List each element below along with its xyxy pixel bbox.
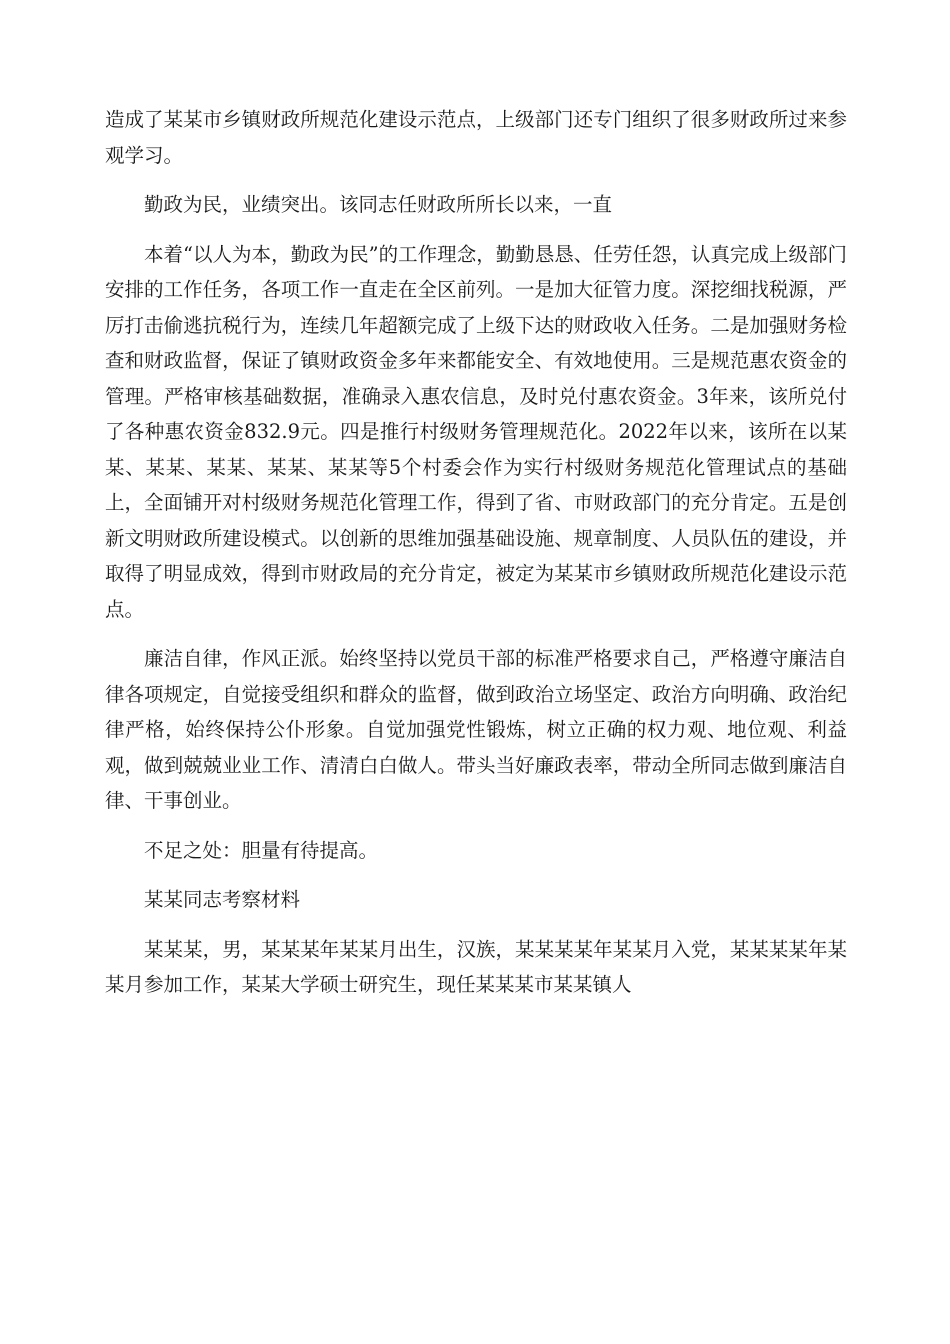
paragraph-shortcomings: 不足之处：胆量有待提高。: [144, 838, 379, 862]
paragraph-continuation: 造成了某某市乡镇财政所规范化建设示范点，上级部门还专门组织了很多财政所过来参观学习。: [105, 108, 847, 167]
paragraph-diligence-heading: 勤政为民，业绩突出。该同志任财政所所长以来，一直: [144, 193, 613, 216]
paragraph-integrity: 廉洁自律，作风正派。始终坚持以党员干部的标准严格要求自己，严格遵守廉洁自律各项规定，自觉接受组织和群众的监督，做到政治立场坚定、政治方向明确、政治纪律严格，始终保持公仆形象。自觉加强党性锻炼，树立正确的权力观、地位观、利益观，做到兢兢业业工作、清清白白做人。带头当好廉政表率，带动全所同志做到廉洁自律、干事创业。: [105, 647, 847, 812]
paragraph-work-achievements: 本着“以人为本，勤政为民”的工作理念，勤勤恳恳、任劳任怨，认真完成上级部门安排的工作任务，各项工作一直走在全区前列。一是加大征管力度。深挖细找税源，严厉打击偷逃抗税行为，连续几年超额完成了上级下达的财政收入任务。二是加强财务检查和财政监督，保证了镇财政资金多年来都能安全、有效地使用。三是规范惠农资金的管理。严格审核基础数据，准确录入惠农信息，及时兑付惠农资金。3年来，该所兑付了各种惠农资金832.9元。四是推行村级财务管理规范化。2022年以来，该所在以某某、某某、某某、某某、某某等5个村委会作为实行村级财务规范化管理试点的基础上，全面铺开对村级财务规范化管理工作，得到了省、市财政部门的充分肯定。五是创新文明财政所建设模式。以创新的思维加强基础设施、规章制度、人员队伍的建设，并取得了明显成效，得到市财政局的充分肯定，被定为某某市乡镇财政所规范化建设示范点。: [105, 242, 847, 621]
section-title: 某某同志考察材料: [144, 888, 301, 911]
document-body: [105, 102, 847, 1017]
paragraph-profile: 某某某，男，某某某年某某月出生，汉族，某某某某年某某月入党，某某某某年某某月参加工作，某某大学硕士研究生，现任某某某市某某镇人: [105, 937, 847, 996]
